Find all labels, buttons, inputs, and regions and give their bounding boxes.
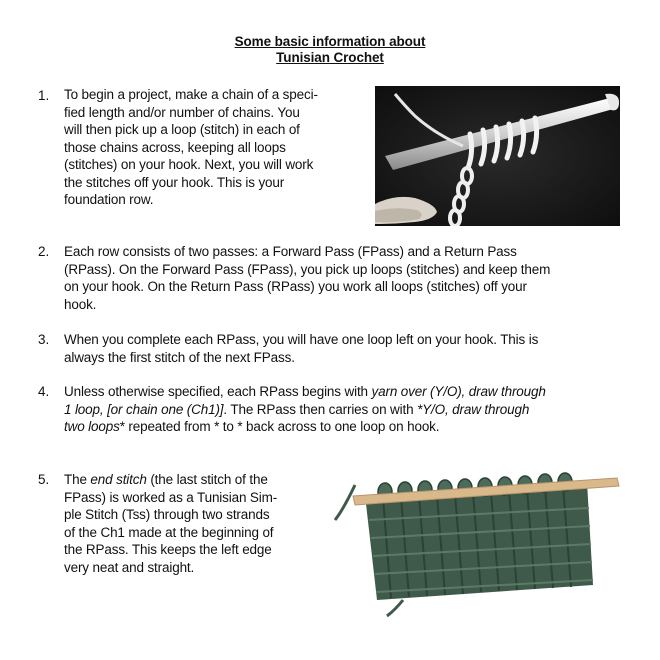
item-2-line: Each row consists of two passes: a Forward Pass (FPass) and a Return Pass xyxy=(64,244,517,259)
item-4-text-italic: two loops xyxy=(64,419,120,434)
item-5-number: 5. xyxy=(38,472,50,487)
item-3-number: 3. xyxy=(38,332,50,347)
item-4-line xyxy=(64,383,546,401)
item-5-line xyxy=(64,471,277,489)
item-1-line: foundation row. xyxy=(64,192,154,207)
item-4-text-italic: *Y/O, draw through xyxy=(417,401,530,417)
item-1-line: To begin a project, make a chain of a speci- xyxy=(64,87,318,102)
item-3-text xyxy=(64,331,538,366)
item-1-line: those chains across, keeping all loops xyxy=(64,139,286,155)
item-2-number: 2. xyxy=(38,244,50,259)
item-5-text-italic: end stitch xyxy=(90,472,147,487)
item-4-text xyxy=(64,383,546,436)
item-2-text xyxy=(64,243,550,313)
item-1-number: 1. xyxy=(38,88,50,103)
swatch-photo xyxy=(325,450,625,618)
item-5-text xyxy=(64,471,277,576)
item-5-line: FPass) is worked as a Tunisian Sim- xyxy=(64,489,278,505)
title-line-2: Tunisian Crochet xyxy=(276,50,384,65)
item-4-text-normal: . The RPass then carries on with xyxy=(223,401,418,417)
item-4-text-italic: yarn over (Y/O), draw through xyxy=(371,384,546,399)
item-2-line: hook. xyxy=(64,296,97,312)
item-4-text-normal: Unless otherwise specified, each RPass begins with xyxy=(64,384,372,399)
title-line-1: Some basic information about xyxy=(234,34,426,49)
item-1-line: the stitches off your hook. This is your xyxy=(64,174,285,190)
item-1-text xyxy=(64,86,318,209)
item-4-line xyxy=(64,401,546,419)
item-5-line: ple Stitch (Tss) through two strands xyxy=(64,507,270,522)
item-1-line: will then pick up a loop (stitch) in each of xyxy=(64,122,300,137)
item-4-number: 4. xyxy=(38,384,50,399)
item-3-line: always the first stitch of the next FPass. xyxy=(64,349,295,365)
item-5-text-normal: The xyxy=(64,472,91,487)
item-2-line: on your hook. On the Return Pass (RPass) you work all loops (stitches) off your xyxy=(64,279,527,294)
item-4-text-normal: * repeated from * to * back across to one loop on hook. xyxy=(119,419,440,434)
item-3-line: When you complete each RPass, you will have one loop left on your hook. This is xyxy=(64,332,539,347)
item-5-line: the RPass. This keeps the left edge xyxy=(64,542,272,557)
item-4-text-italic: 1 loop, [or chain one (Ch1)] xyxy=(64,401,224,417)
item-1-line: (stitches) on your hook. Next, you will work xyxy=(64,157,314,172)
item-4-line xyxy=(64,418,546,436)
item-2-line: (RPass). On the Forward Pass (FPass), you pick up loops (stitches) and keep them xyxy=(64,261,551,277)
item-5-text-normal: (the last stitch of the xyxy=(146,472,268,487)
hook-foundation-photo xyxy=(375,86,620,226)
item-5-line: of the Ch1 made at the beginning of xyxy=(64,524,274,540)
item-1-line: fied length and/or number of chains. You xyxy=(64,104,300,120)
item-5-line: very neat and straight. xyxy=(64,559,195,575)
